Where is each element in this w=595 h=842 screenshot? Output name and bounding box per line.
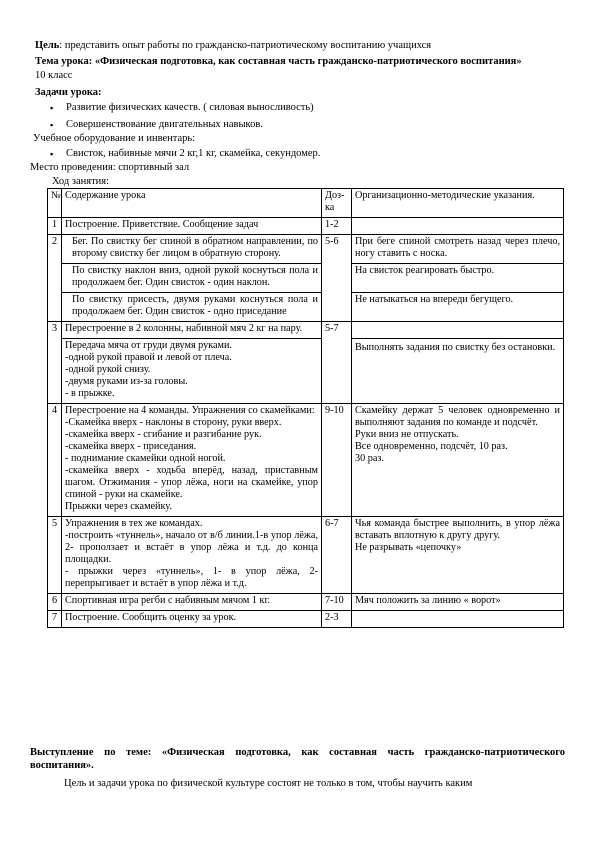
content-line: -построить «туннель», начало от в/б линии.1-в упор лёжа, 2- проползает и встаёт в упор лёжа и т.д. до конца площадки. [65,530,318,565]
content-line: - прыжки через «туннель», 1- в упор лёжа, 2- перепрыгивает и встаёт в упор лёжа и т.д. [65,566,318,589]
speech-label: Выступление по теме: [30,747,152,758]
content-line: Перестроение на 4 команды. Упражнения со скамейками: [65,405,315,416]
equipment-item: ▪ Свисток, набивные мячи 2 кг,1 кг, скамейка, секундомер. [48,148,320,160]
notes-line: Не разрывать «цепочку» [355,542,462,553]
table-header-row [48,189,564,218]
header-content: Содержание урока [62,189,322,218]
row-num: 3 [48,322,62,404]
content-line: -скамейка вверх - приседания. [65,441,197,452]
header-dose: Доз-ка [322,189,352,218]
row-notes: При беге спиной смотреть назад через плечо, ногу ставить с носка. [352,235,564,264]
row-notes [352,339,564,404]
table-row [48,293,564,322]
equipment-list [48,148,320,160]
row-dose: 7-10 [322,594,352,611]
table-row [48,322,564,339]
row-num: 6 [48,594,62,611]
content-line: -скамейка вверх - ходьба вперёд, назад, приставным шагом. Отжимания - упор лёжа, ноги на скамейке, упор спиной - руки на скамейке. [65,465,318,500]
content-line: Прыжки через скамейку. [65,501,172,512]
notes-line: Все одновременно, подсчёт, 10 раз. [355,441,508,452]
content-line: -Скамейка вверх - наклоны в сторону, руки вверх. [65,417,282,428]
table-row [48,235,564,264]
row-num: 2 [48,235,62,322]
row-dose: 5-7 [322,322,352,404]
row-dose: 1-2 [322,218,352,235]
topic-line [35,56,522,68]
row-notes: На свисток реагировать быстро. [352,264,564,293]
task-item: ▪ Развитие физических качеств. ( силовая выносливость) [48,102,314,114]
row-content: Построение. Приветствие. Сообщение задач [62,218,322,235]
topic-label: Тема урока [35,56,89,67]
row-dose: 5-6 [322,235,352,322]
speech-paragraph: Цель и задачи урока по физической культуре состоят не только в том, чтобы научить каким [64,778,473,789]
grade: 10 класс [35,70,73,81]
row-dose: 6-7 [322,517,352,594]
row-content: По свистку наклон вниз, одной рукой коснуться пола и продолжаем бег. Один свисток - один наклон. [62,264,322,293]
notes-line: Чья команда быстрее выполнить, в упор лёжа вставать вплотную к другу другу. [355,518,560,541]
row-notes: Мяч положить за линию « ворот» [352,594,564,611]
row-notes [352,404,564,517]
row-dose: 9-10 [322,404,352,517]
row-content: Бег. По свистку бег спиной в обратном направлении, по второму свистку бег лицом в обратную сторону. [62,235,322,264]
speech-heading [30,746,565,772]
place: Место проведения: спортивный зал [30,162,190,173]
goal-line [35,40,431,52]
content-line: -скамейка вверх - сгибание и разгибание рук. [65,429,262,440]
row-notes [352,611,564,628]
content-line: -одной рукой снизу. [65,364,151,375]
header-notes: Организационно-методические указания. [352,189,564,218]
row-content: Перестроение в 2 колонны, набивной мяч 2 кг на пару. [62,322,322,339]
goal-text: : представить опыт работы по гражданско-патриотическому воспитанию учащихся [59,40,432,51]
row-notes [352,322,564,339]
notes-line: 30 раз. [355,453,384,464]
table-row [48,611,564,628]
table-row [48,517,564,594]
table-row [48,339,564,404]
content-line: - в прыжке. [65,388,115,399]
content-line: -двумя руками из-за головы. [65,376,188,387]
notes-line: Руки вниз не отпускать. [355,429,459,440]
course-title: Ход занятия: [52,176,110,187]
notes-text: Выполнять задания по свистку без остановки. [355,342,556,353]
goal-label: Цель [35,40,60,51]
row-num: 7 [48,611,62,628]
row-content [62,517,322,594]
topic-text: : «Физическая подготовка, как составная часть гражданско-патриотического воспитания» [88,56,522,67]
row-notes: Не натыкаться на впереди бегущего. [352,293,564,322]
row-dose: 2-3 [322,611,352,628]
row-notes [352,517,564,594]
tasks-list [48,102,314,131]
table-row [48,264,564,293]
notes-line: Скамейку держат 5 человек одновременно и выполняют задания по команде и подсчёт. [355,405,560,428]
row-content [62,339,322,404]
content-line: Упражнения в тех же командах. [65,518,203,529]
row-notes [352,218,564,235]
row-num: 1 [48,218,62,235]
row-content: Спортивная игра регби с набивным мячом 1 кг. [62,594,322,611]
tasks-title: Задачи урока: [35,87,102,98]
speech-text: «Физическая подготовка, как составная часть гражданско-патриотического воспитания». [30,747,566,771]
lesson-table [47,188,564,628]
table-row [48,594,564,611]
header-num: № [48,189,62,218]
row-num: 5 [48,517,62,594]
row-content: Построение. Сообщить оценку за урок. [62,611,322,628]
table-row [48,218,564,235]
content-line: - поднимание скамейки одной ногой. [65,453,226,464]
row-num: 4 [48,404,62,517]
content-line: Передача мяча от груди двумя руками. [65,340,233,351]
row-content: По свистку присесть, двумя руками коснуться пола и продолжаем бег. Один свисток - одно приседание [62,293,322,322]
task-item: ▪ Совершенствование двигательных навыков. [48,119,314,131]
table-row [48,404,564,517]
equipment-title: Учебное оборудование и инвентарь: [33,133,196,144]
content-line: -одной рукой правой и левой от плеча. [65,352,232,363]
row-content [62,404,322,517]
